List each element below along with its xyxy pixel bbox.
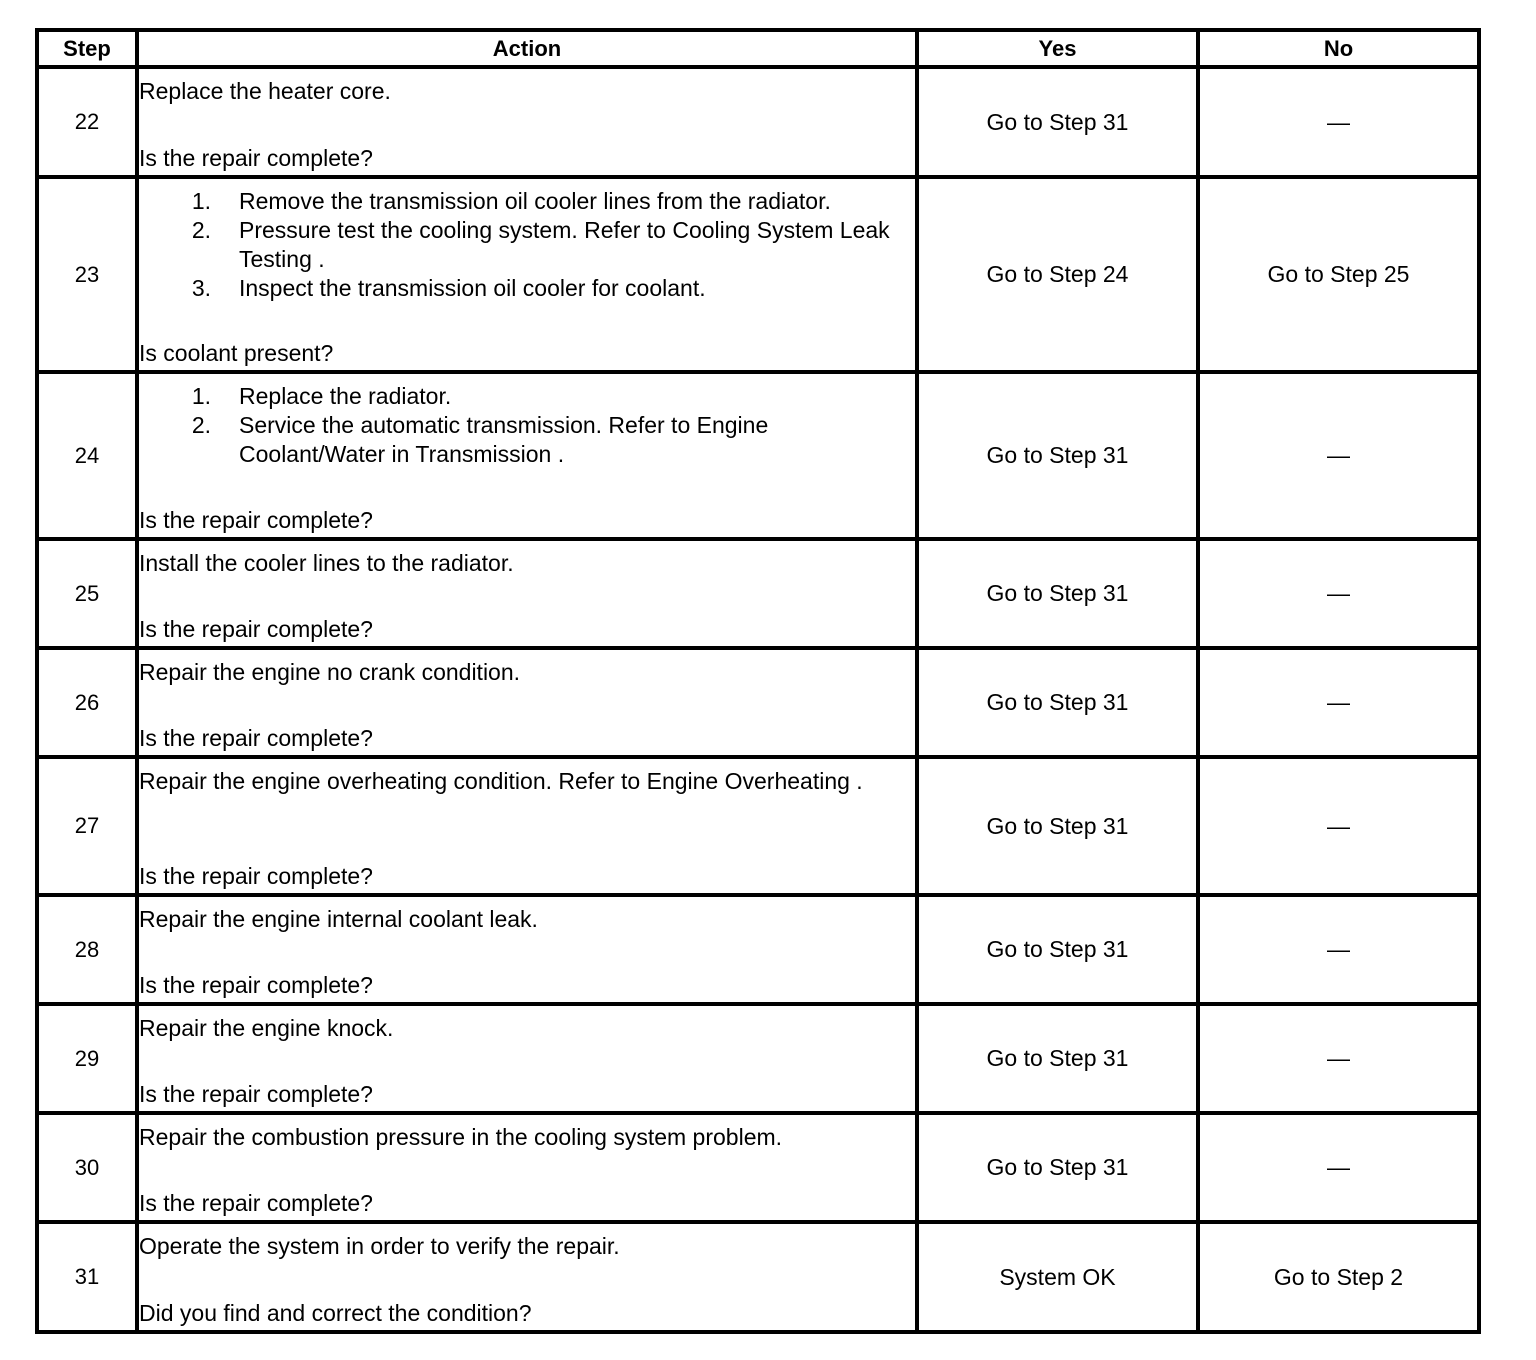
no-result: —: [1198, 648, 1479, 757]
yes-result: Go to Step 31: [917, 1004, 1198, 1113]
instruction: Operate the system in order to verify the repair.: [139, 1232, 620, 1259]
question: Is coolant present?: [139, 339, 334, 366]
question: Is the repair complete?: [139, 1080, 373, 1107]
step-number: 26: [37, 648, 137, 757]
header-yes: Yes: [917, 30, 1198, 67]
table-row: [37, 895, 1479, 1004]
no-result: —: [1198, 67, 1479, 177]
list-item: 3. Inspect the transmission oil cooler for coolant.: [191, 274, 706, 301]
no-result: —: [1198, 372, 1479, 539]
table-row: [37, 1113, 1479, 1222]
header-no: No: [1198, 30, 1479, 67]
yes-result: Go to Step 31: [917, 1113, 1198, 1222]
table-row: [37, 539, 1479, 648]
step-number: 27: [37, 757, 137, 895]
action-cell: [137, 177, 917, 372]
instruction: Repair the engine knock.: [139, 1014, 394, 1041]
question: Is the repair complete?: [139, 144, 373, 171]
no-result: —: [1198, 757, 1479, 895]
table-row: [37, 177, 1479, 372]
question: Is the repair complete?: [139, 862, 373, 889]
instruction: Repair the combustion pressure in the cooling system problem.: [139, 1123, 783, 1150]
header-action: Action: [137, 30, 917, 67]
yes-result: Go to Step 31: [917, 648, 1198, 757]
step-number: 31: [37, 1222, 137, 1332]
yes-result: Go to Step 31: [917, 895, 1198, 1004]
yes-result: System OK: [917, 1222, 1198, 1332]
step-number: 25: [37, 539, 137, 648]
yes-result: Go to Step 31: [917, 67, 1198, 177]
table-row: [37, 757, 1479, 895]
instruction: Repair the engine no crank condition.: [139, 658, 521, 685]
instruction: Repair the engine overheating condition. Refer to Engine Overheating .: [139, 767, 863, 794]
table-row: [37, 1222, 1479, 1332]
step-number: 23: [37, 177, 137, 372]
no-result: Go to Step 25: [1198, 177, 1479, 372]
question: Is the repair complete?: [139, 506, 373, 533]
instruction: Install the cooler lines to the radiator.: [139, 549, 514, 576]
action-cell: [137, 372, 917, 539]
no-result: Go to Step 2: [1198, 1222, 1479, 1332]
step-number: 24: [37, 372, 137, 539]
step-number: 22: [37, 67, 137, 177]
question: Is the repair complete?: [139, 971, 373, 998]
numbered-list: [139, 182, 915, 303]
list-item: 2. Service the automatic transmission. Refer to Engine Coolant/Water in Transmission .: [191, 411, 769, 467]
action-cell: [137, 1222, 917, 1332]
action-cell: [137, 539, 917, 648]
question: Did you find and correct the condition?: [139, 1299, 532, 1326]
no-result: —: [1198, 895, 1479, 1004]
list-item: 2. Pressure test the cooling system. Refer to Cooling System Leak Testing .: [191, 216, 890, 272]
action-cell: [137, 648, 917, 757]
numbered-list: [139, 377, 915, 469]
no-result: —: [1198, 1004, 1479, 1113]
yes-result: Go to Step 31: [917, 539, 1198, 648]
step-number: 28: [37, 895, 137, 1004]
diagnostic-steps-table: [35, 28, 1481, 1334]
yes-result: Go to Step 31: [917, 757, 1198, 895]
table-row: [37, 1004, 1479, 1113]
instruction: Repair the engine internal coolant leak.: [139, 905, 538, 932]
step-number: 29: [37, 1004, 137, 1113]
step-number: 30: [37, 1113, 137, 1222]
question: Is the repair complete?: [139, 615, 373, 642]
action-cell: [137, 1004, 917, 1113]
yes-result: Go to Step 24: [917, 177, 1198, 372]
no-result: —: [1198, 1113, 1479, 1222]
table-row: [37, 67, 1479, 177]
action-cell: [137, 67, 917, 177]
table-header-row: [37, 30, 1479, 67]
question: Is the repair complete?: [139, 1189, 373, 1216]
instruction: Replace the heater core.: [139, 77, 391, 104]
header-step: Step: [37, 30, 137, 67]
table-row: [37, 372, 1479, 539]
question: Is the repair complete?: [139, 724, 373, 751]
list-item: 1. Remove the transmission oil cooler lines from the radiator.: [191, 187, 831, 214]
table-row: [37, 648, 1479, 757]
action-cell: [137, 757, 917, 895]
action-cell: [137, 1113, 917, 1222]
no-result: —: [1198, 539, 1479, 648]
list-item: 1. Replace the radiator.: [191, 382, 452, 409]
yes-result: Go to Step 31: [917, 372, 1198, 539]
action-cell: [137, 895, 917, 1004]
